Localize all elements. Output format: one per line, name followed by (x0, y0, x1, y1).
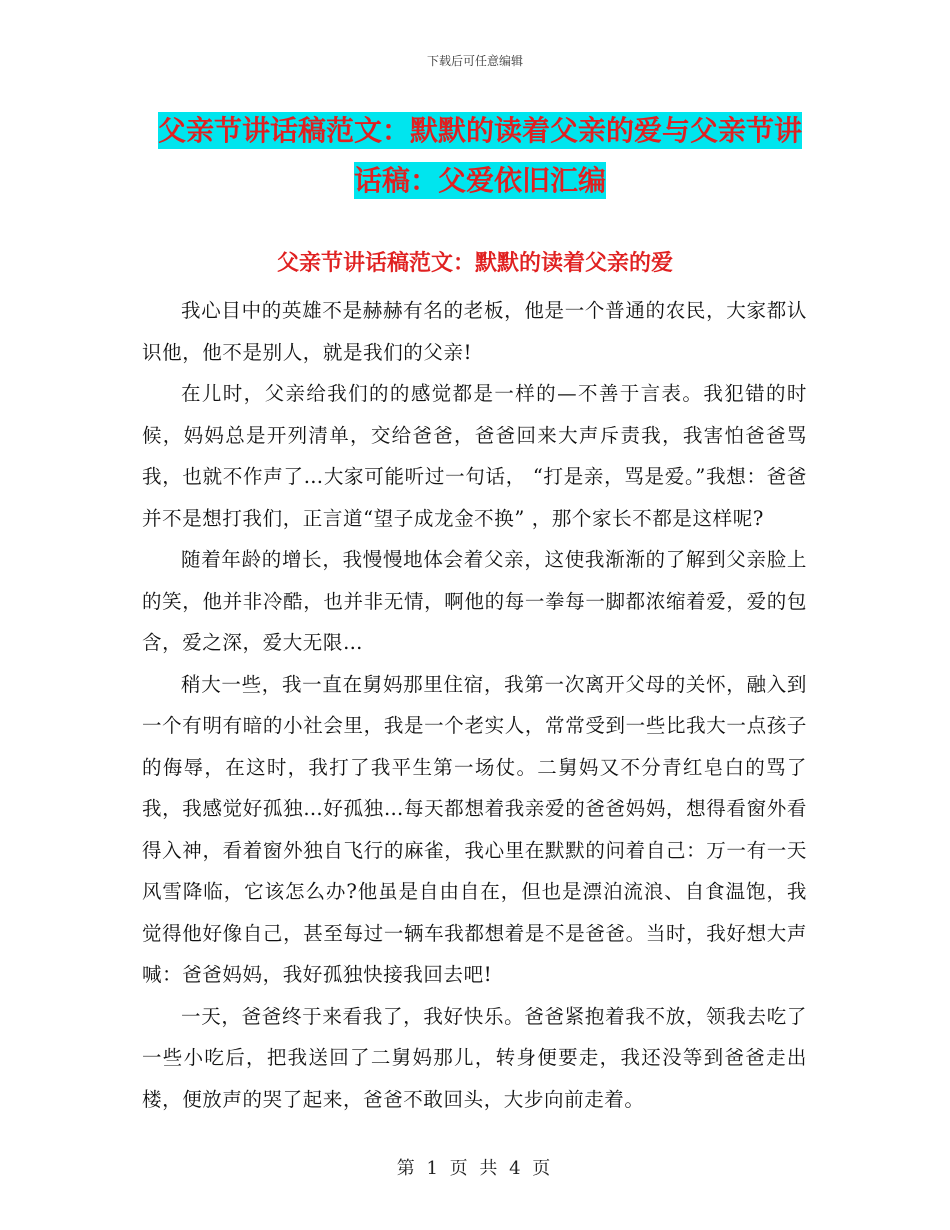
page-indicator: 第 1 页 共 4 页 (396, 1158, 554, 1179)
section-title: 父亲节讲话稿范文：默默的读着父亲的爱 (276, 251, 673, 276)
paragraph: 我心目中的英雄不是赫赫有名的老板，他是一个普通的农民，大家都认识他，他不是别人，就是我们的父亲! (142, 299, 807, 364)
document-title (140, 106, 820, 206)
document-title-line-2: 话稿：父爱依旧汇编 (353, 164, 606, 197)
paragraph: 一天，爸爸终于来看我了，我好快乐。爸爸紧抱着我不放，领我去吃了一些小吃后，把我送回了二舅妈那儿，转身便要走，我还没等到爸爸走出楼，便放声的哭了起来，爸爸不敢回头，大步向前走着。 (142, 1004, 807, 1111)
body-text (142, 290, 807, 1120)
header-note: 下载后可任意编辑 (426, 54, 523, 68)
paragraph: 在儿时，父亲给我们的的感觉都是一样的—不善于言表。我犯错的时候，妈妈总是开列清单，交给爸爸，爸爸回来大声斥责我，我害怕爸爸骂我，也就不作声了…大家可能听过一句话， “打是亲，骂是爱。”我想：爸爸并不是想打我们，正言道“望子成龙金不换” ，那个家长不都是这样呢? (142, 382, 807, 530)
document-title-line-1: 父亲节讲话稿范文：默默的读着父亲的爱与父亲节讲 (157, 114, 802, 147)
paragraph: 随着年龄的增长，我慢慢地体会着父亲，这使我渐渐的了解到父亲脸上的笑，他并非冷酷，也并非无情，啊他的每一拳每一脚都浓缩着爱，爱的包含，爱之深，爱大无限… (142, 548, 807, 654)
paragraph: 稍大一些，我一直在舅妈那里住宿，我第一次离开父母的关怀，融入到一个有明有暗的小社会里，我是一个老实人，常常受到一些比我大一点孩子的侮辱，在这时，我打了我平生第一场仗。二舅妈又不分青红皂白的骂了我，我感觉好孤独…好孤独…每天都想着我亲爱的爸爸妈妈，想得看窗外看得入神，看着窗外独自飞行的麻雀，我心里在默默的问着自己：万一有一天风雪降临，它该怎么办?他虽是自由自在，但也是漂泊流浪、自食温饱，我觉得他好像自己，甚至每过一辆车我都想着是不是爸爸。当时，我好想大声喊：爸爸妈妈，我好孤独快接我回去吧! (142, 672, 807, 986)
